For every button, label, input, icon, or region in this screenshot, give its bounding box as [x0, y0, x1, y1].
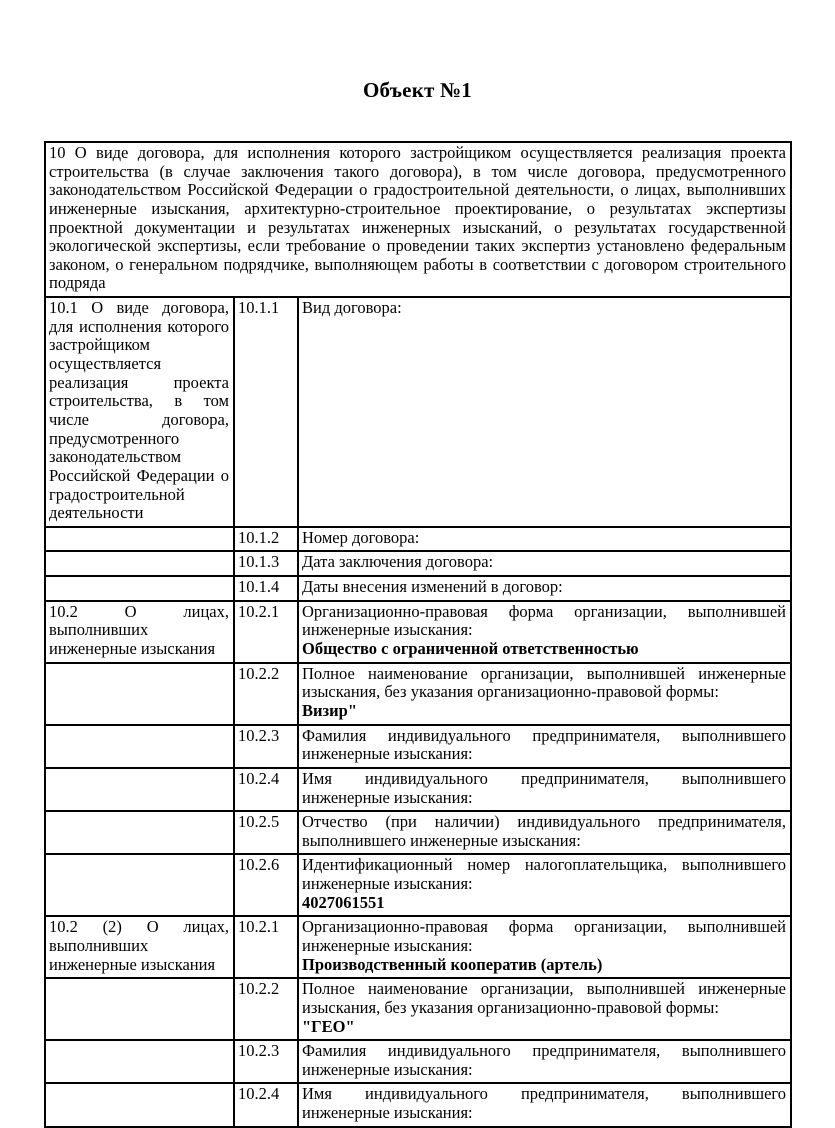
field-label: Фамилия индивидуального предпринимателя, выполнившего инженерные изыскания:	[302, 725, 786, 764]
field-label: Имя индивидуального предпринимателя, выполнившего инженерные изыскания:	[302, 1084, 786, 1123]
table-row	[45, 1040, 791, 1083]
section-label	[45, 1083, 234, 1126]
field-value: 4027061551	[302, 892, 385, 912]
row-content	[298, 527, 791, 552]
section-label	[45, 978, 234, 1040]
table-row	[45, 768, 791, 811]
field-label: Полное наименование организации, выполнившей инженерные изыскания, без указания организационно-правовой формы:	[302, 979, 786, 1017]
row-number: 10.2.6	[234, 854, 298, 916]
row-number: 10.1.1	[234, 297, 298, 527]
row-content	[298, 551, 791, 576]
row-content	[298, 576, 791, 601]
table-row	[45, 527, 791, 552]
field-label: Вид договора:	[302, 298, 402, 318]
field-value: "ГЕО"	[302, 1016, 355, 1036]
row-content	[298, 854, 791, 916]
field-value: Визир"	[302, 700, 357, 720]
field-label: Организационно-правовая форма организации, выполнившей инженерные изыскания:	[302, 917, 786, 955]
row-number: 10.2.3	[234, 1040, 298, 1083]
row-content	[298, 663, 791, 725]
section-label	[45, 1040, 234, 1083]
row-number: 10.2.1	[234, 916, 298, 978]
section-10-header: 10 О виде договора, для исполнения которого застройщиком осуществляется реализация проекта строительства (в случае заключения такого договора), в том числе договора, предусмотренного законодательством Российской Федерации о градостроительной деятельности, о лицах, выполнивших инженерные изыскания, архитектурно-строительное проектирование, о результатах экспертизы проектной документации и результатах инженерных изысканий, о результатах государственной экологической экспертизы, если требование о проведении таких экспертиз установлено федеральным законом, о генеральном подрядчике, выполняющем работы в соответствии с договором строительного подряда	[45, 142, 791, 297]
section-label	[45, 811, 234, 854]
field-label: Полное наименование организации, выполнившей инженерные изыскания, без указания организационно-правовой формы:	[302, 663, 786, 702]
row-content	[298, 768, 791, 811]
section-label	[45, 768, 234, 811]
table-row	[45, 978, 791, 1040]
field-label: Дата заключения договора:	[302, 552, 494, 572]
row-number: 10.2.4	[234, 1083, 298, 1126]
table-row	[45, 1083, 791, 1126]
field-value: Общество с ограниченной ответственностью	[302, 639, 639, 659]
table-row	[45, 601, 791, 663]
row-number: 10.2.3	[234, 725, 298, 768]
row-number: 10.2.5	[234, 811, 298, 854]
section-label	[45, 663, 234, 725]
table-row	[45, 916, 791, 978]
field-value: Производственный кооператив (артель)	[302, 954, 603, 974]
table-row	[45, 663, 791, 725]
row-content	[298, 601, 791, 663]
field-label: Номер договора:	[302, 527, 420, 547]
row-content	[298, 978, 791, 1040]
field-label: Идентификационный номер налогоплательщика, выполнившего инженерные изыскания:	[302, 855, 786, 894]
section-label: 10.2 О лицах, выполнивших инженерные изыскания	[45, 601, 234, 663]
field-label: Отчество (при наличии) индивидуального предпринимателя, выполнившего инженерные изыскания:	[302, 812, 786, 850]
table-row	[45, 297, 791, 527]
row-number: 10.1.4	[234, 576, 298, 601]
field-label: Имя индивидуального предпринимателя, выполнившего инженерные изыскания:	[302, 768, 786, 807]
section-label: 10.2 (2) О лицах, выполнивших инженерные изыскания	[45, 916, 234, 978]
section-label: 10.1 О виде договора, для исполнения которого застройщиком осуществляется реализация проекта строительства, в том числе договора, предусмотренного законодательством Российской Федерации о градостроительной деятельности	[45, 297, 234, 527]
row-number: 10.1.3	[234, 551, 298, 576]
section-label	[45, 551, 234, 576]
field-label: Даты внесения изменений в договор:	[302, 577, 563, 597]
section-label	[45, 576, 234, 601]
row-content	[298, 916, 791, 978]
row-content	[298, 811, 791, 854]
row-content	[298, 725, 791, 768]
table-row	[45, 551, 791, 576]
declaration-table	[44, 141, 792, 1128]
field-label: Организационно-правовая форма организации, выполнившей инженерные изыскания:	[302, 601, 786, 640]
row-number: 10.2.2	[234, 978, 298, 1040]
row-number: 10.1.2	[234, 527, 298, 552]
field-label: Фамилия индивидуального предпринимателя, выполнившего инженерные изыскания:	[302, 1041, 786, 1079]
table-header-row	[45, 142, 791, 297]
page-title: Объект №1	[363, 78, 472, 102]
table-row	[45, 725, 791, 768]
row-number: 10.2.2	[234, 663, 298, 725]
row-content	[298, 1083, 791, 1126]
row-number: 10.2.4	[234, 768, 298, 811]
table-row	[45, 576, 791, 601]
table-row	[45, 854, 791, 916]
section-label	[45, 725, 234, 768]
section-label	[45, 854, 234, 916]
table-row	[45, 811, 791, 854]
row-content	[298, 1040, 791, 1083]
row-number: 10.2.1	[234, 601, 298, 663]
section-label	[45, 527, 234, 552]
row-content	[298, 297, 791, 527]
